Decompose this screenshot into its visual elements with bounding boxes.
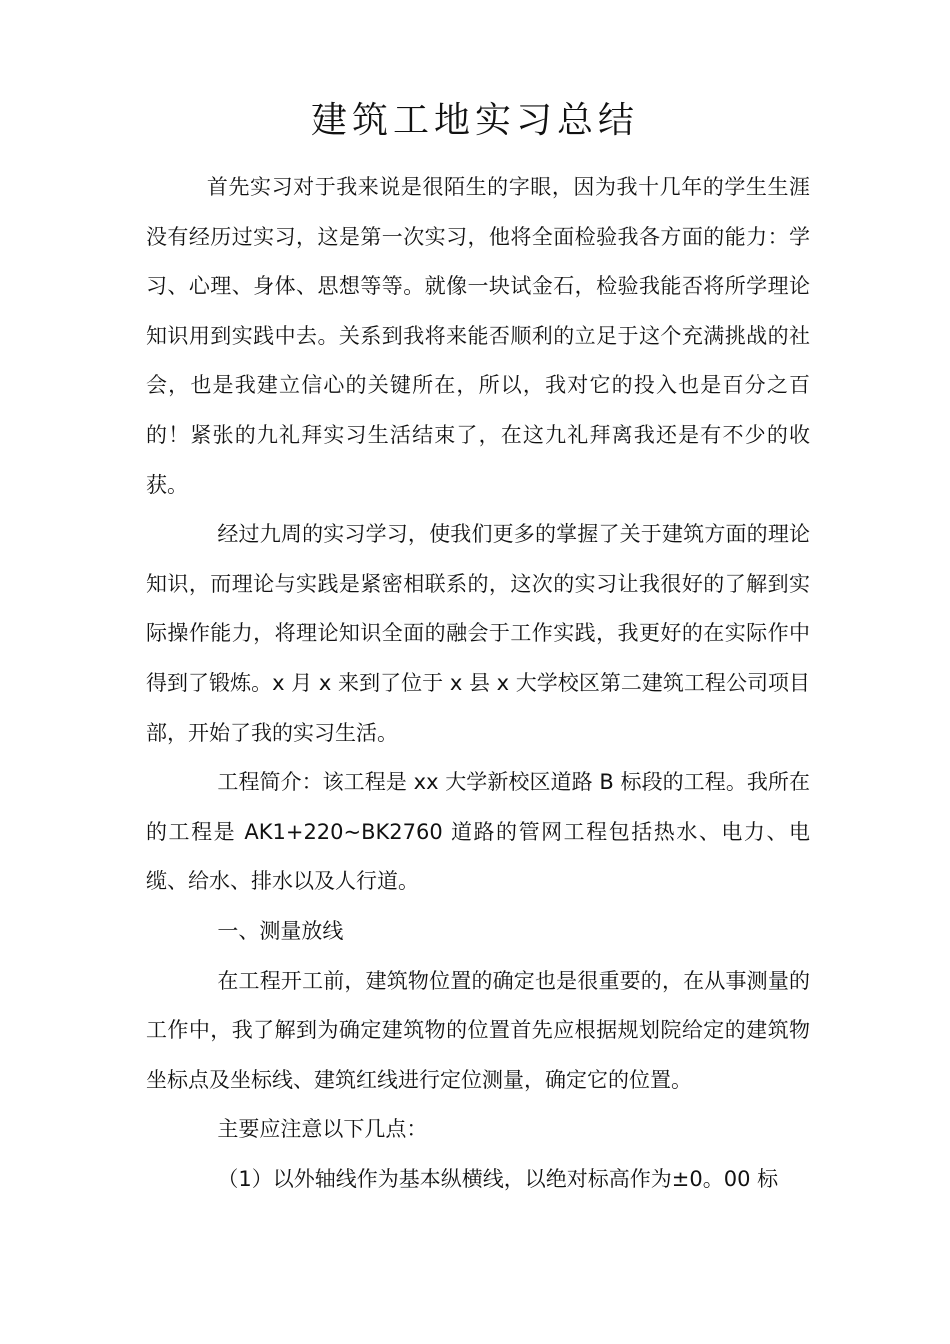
paragraph-learning: 经过九周的实习学习，使我们更多的掌握了关于建筑方面的理论知识，而理论与实践是紧密相联系的，这次的实习让我很好的了解到实际操作能力，将理论知识全面的融会于工作实践，我更好的在实际作中得到了锻炼。x 月 x 来到了位于 x 县 x 大学校区第二建筑工程公司项目部，开始了我的实习生活。 xyxy=(146,522,810,745)
paragraph-key-points: 主要应注意以下几点： xyxy=(217,1117,428,1142)
paragraph-project-overview: 工程简介：该工程是 xx 大学新校区道路 B 标段的工程。我所在的工程是 AK1+220~BK2760 道路的管网工程包括热水、电力、电缆、给水、排水以及人行道。 xyxy=(146,770,810,894)
paragraph-intro: 首先实习对于我来说是很陌生的字眼，因为我十几年的学生生涯没有经历过实习，这是第一次实习，他将全面检验我各方面的能力：学习、心理、身体、思想等等。就像一块试金石，检验我能否将所学理论知识用到实践中去。关系到我将来能否顺利的立足于这个充满挑战的社会，也是我建立信心的关键所在，所以，我对它的投入也是百分之百的！紧张的九礼拜实习生活结束了，在这九礼拜离我还是有不少的收获。 xyxy=(146,175,810,497)
document-body xyxy=(146,163,810,1204)
section-heading-survey: 一、测量放线 xyxy=(217,918,344,943)
document-title: 建筑工地实习总结 xyxy=(310,100,639,141)
paragraph-survey: 在工程开工前，建筑物位置的确定也是很重要的，在从事测量的工作中，我了解到为确定建筑物的位置首先应根据规划院给定的建筑物坐标点及坐标线、建筑红线进行定位测量，确定它的位置。 xyxy=(146,968,810,1092)
list-item-1: （1）以外轴线作为基本纵横线，以绝对标高作为±0。00 标 xyxy=(217,1166,779,1191)
